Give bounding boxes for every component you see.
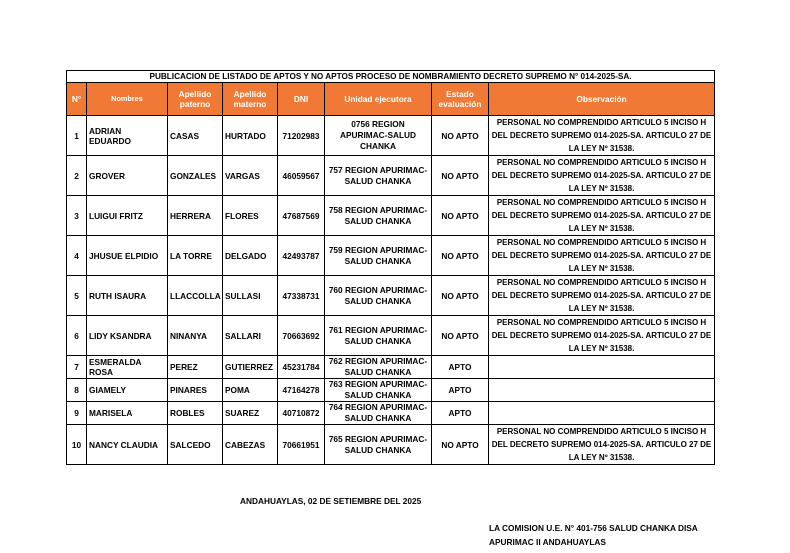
row-unidad-ejecutora: 0756 REGION APURIMAC-SALUD CHANKA	[325, 116, 432, 156]
row-dni: 47338731	[278, 276, 325, 316]
row-apellido-materno: HURTADO	[223, 116, 278, 156]
row-apellido-paterno: PEREZ	[168, 356, 223, 379]
row-dni: 46059567	[278, 156, 325, 196]
row-estado: APTO	[432, 356, 489, 379]
row-observacion	[489, 356, 715, 379]
row-dni: 47687569	[278, 196, 325, 236]
row-number: 10	[67, 425, 87, 465]
row-nombres: JHUSUE ELPIDIO	[87, 236, 168, 276]
row-observacion: PERSONAL NO COMPRENDIDO ARTICULO 5 INCISO H DEL DECRETO SUPREMO 014-2025-SA. ARTICULO 27 DE LA LEY Nº 31538.	[489, 425, 715, 465]
row-apellido-paterno: SALCEDO	[168, 425, 223, 465]
row-observacion: PERSONAL NO COMPRENDIDO ARTICULO 5 INCISO H DEL DECRETO SUPREMO 014-2025-SA. ARTICULO 27 DE LA LEY Nº 31538.	[489, 316, 715, 356]
row-observacion: PERSONAL NO COMPRENDIDO ARTICULO 5 INCISO H DEL DECRETO SUPREMO 014-2025-SA. ARTICULO 27 DE LA LEY Nº 31538.	[489, 116, 715, 156]
row-number: 4	[67, 236, 87, 276]
row-apellido-paterno: PINARES	[168, 379, 223, 402]
table-row	[67, 276, 715, 316]
row-apellido-materno: SALLARI	[223, 316, 278, 356]
table-row	[67, 316, 715, 356]
row-observacion: PERSONAL NO COMPRENDIDO ARTICULO 5 INCISO H DEL DECRETO SUPREMO 014-2025-SA. ARTICULO 27 DE LA LEY Nº 31538.	[489, 236, 715, 276]
row-estado: NO APTO	[432, 236, 489, 276]
row-dni: 42493787	[278, 236, 325, 276]
row-estado: APTO	[432, 379, 489, 402]
row-unidad-ejecutora: 759 REGION APURIMAC-SALUD CHANKA	[325, 236, 432, 276]
row-estado: NO APTO	[432, 276, 489, 316]
header-estado-evaluacion: Estado evaluación	[432, 83, 489, 116]
row-number: 3	[67, 196, 87, 236]
row-apellido-paterno: GONZALES	[168, 156, 223, 196]
row-number: 1	[67, 116, 87, 156]
row-apellido-materno: FLORES	[223, 196, 278, 236]
row-apellido-paterno: LLACCOLLA	[168, 276, 223, 316]
row-observacion: PERSONAL NO COMPRENDIDO ARTICULO 5 INCISO H DEL DECRETO SUPREMO 014-2025-SA. ARTICULO 27 DE LA LEY Nº 31538.	[489, 156, 715, 196]
row-dni: 70663692	[278, 316, 325, 356]
row-apellido-paterno: CASAS	[168, 116, 223, 156]
header-number: N°	[67, 83, 87, 116]
row-number: 6	[67, 316, 87, 356]
table-row	[67, 356, 715, 379]
table-row	[67, 379, 715, 402]
table-title: PUBLICACION DE LISTADO DE APTOS Y NO APTOS PROCESO DE NOMBRAMIENTO DECRETO SUPREMO N° 014-2025-SA.	[67, 71, 715, 83]
row-estado: NO APTO	[432, 116, 489, 156]
row-unidad-ejecutora: 761 REGION APURIMAC-SALUD CHANKA	[325, 316, 432, 356]
row-number: 7	[67, 356, 87, 379]
row-apellido-materno: GUTIERREZ	[223, 356, 278, 379]
row-apellido-paterno: NINANYA	[168, 316, 223, 356]
row-unidad-ejecutora: 765 REGION APURIMAC-SALUD CHANKA	[325, 425, 432, 465]
commission-line-1: LA COMISION U.E. N° 401-756 SALUD CHANKA DISA	[489, 523, 698, 533]
row-unidad-ejecutora: 763 REGION APURIMAC-SALUD CHANKA	[325, 379, 432, 402]
row-estado: APTO	[432, 402, 489, 425]
row-unidad-ejecutora: 757 REGION APURIMAC-SALUD CHANKA	[325, 156, 432, 196]
row-number: 5	[67, 276, 87, 316]
header-apellido-materno: Apellido materno	[223, 83, 278, 116]
row-number: 9	[67, 402, 87, 425]
row-nombres: RUTH ISAURA	[87, 276, 168, 316]
header-dni: DNI	[278, 83, 325, 116]
row-nombres: GIAMELY	[87, 379, 168, 402]
row-estado: NO APTO	[432, 425, 489, 465]
row-apellido-paterno: HERRERA	[168, 196, 223, 236]
row-apellido-materno: CABEZAS	[223, 425, 278, 465]
row-dni: 71202983	[278, 116, 325, 156]
row-nombres: GROVER	[87, 156, 168, 196]
row-estado: NO APTO	[432, 156, 489, 196]
table-row	[67, 236, 715, 276]
row-apellido-materno: VARGAS	[223, 156, 278, 196]
row-unidad-ejecutora: 762 REGION APURIMAC-SALUD CHANKA	[325, 356, 432, 379]
header-apellido-paterno: Apellido paterno	[168, 83, 223, 116]
commission-signature	[489, 521, 698, 549]
row-estado: NO APTO	[432, 196, 489, 236]
table-row	[67, 425, 715, 465]
row-observacion: PERSONAL NO COMPRENDIDO ARTICULO 5 INCISO H DEL DECRETO SUPREMO 014-2025-SA. ARTICULO 27 DE LA LEY Nº 31538.	[489, 196, 715, 236]
row-unidad-ejecutora: 764 REGION APURIMAC-SALUD CHANKA	[325, 402, 432, 425]
row-dni: 40710872	[278, 402, 325, 425]
results-table	[66, 70, 715, 465]
row-number: 8	[67, 379, 87, 402]
place-date: ANDAHUAYLAS, 02 DE SETIEMBRE DEL 2025	[240, 496, 422, 506]
row-nombres: MARISELA	[87, 402, 168, 425]
row-nombres: LIDY KSANDRA	[87, 316, 168, 356]
row-nombres: ESMERALDA ROSA	[87, 356, 168, 379]
row-apellido-materno: POMA	[223, 379, 278, 402]
row-apellido-paterno: LA TORRE	[168, 236, 223, 276]
row-apellido-materno: SUAREZ	[223, 402, 278, 425]
table-row	[67, 116, 715, 156]
row-apellido-paterno: ROBLES	[168, 402, 223, 425]
row-observacion	[489, 379, 715, 402]
header-nombres: Nombres	[87, 83, 168, 116]
row-apellido-materno: SULLASI	[223, 276, 278, 316]
table-row	[67, 156, 715, 196]
row-nombres: NANCY CLAUDIA	[87, 425, 168, 465]
row-dni: 70661951	[278, 425, 325, 465]
row-nombres: LUIGUI FRITZ	[87, 196, 168, 236]
row-dni: 45231784	[278, 356, 325, 379]
row-observacion	[489, 402, 715, 425]
table-row	[67, 196, 715, 236]
row-apellido-materno: DELGADO	[223, 236, 278, 276]
header-unidad-ejecutora: Unidad ejecutora	[325, 83, 432, 116]
row-nombres: ADRIAN EDUARDO	[87, 116, 168, 156]
row-dni: 47164278	[278, 379, 325, 402]
commission-line-2: APURIMAC II ANDAHUAYLAS	[489, 537, 606, 547]
row-unidad-ejecutora: 758 REGION APURIMAC-SALUD CHANKA	[325, 196, 432, 236]
row-estado: NO APTO	[432, 316, 489, 356]
row-number: 2	[67, 156, 87, 196]
header-observacion: Observación	[489, 83, 715, 116]
table-row	[67, 402, 715, 425]
row-unidad-ejecutora: 760 REGION APURIMAC-SALUD CHANKA	[325, 276, 432, 316]
row-observacion: PERSONAL NO COMPRENDIDO ARTICULO 5 INCISO H DEL DECRETO SUPREMO 014-2025-SA. ARTICULO 27 DE LA LEY Nº 31538.	[489, 276, 715, 316]
